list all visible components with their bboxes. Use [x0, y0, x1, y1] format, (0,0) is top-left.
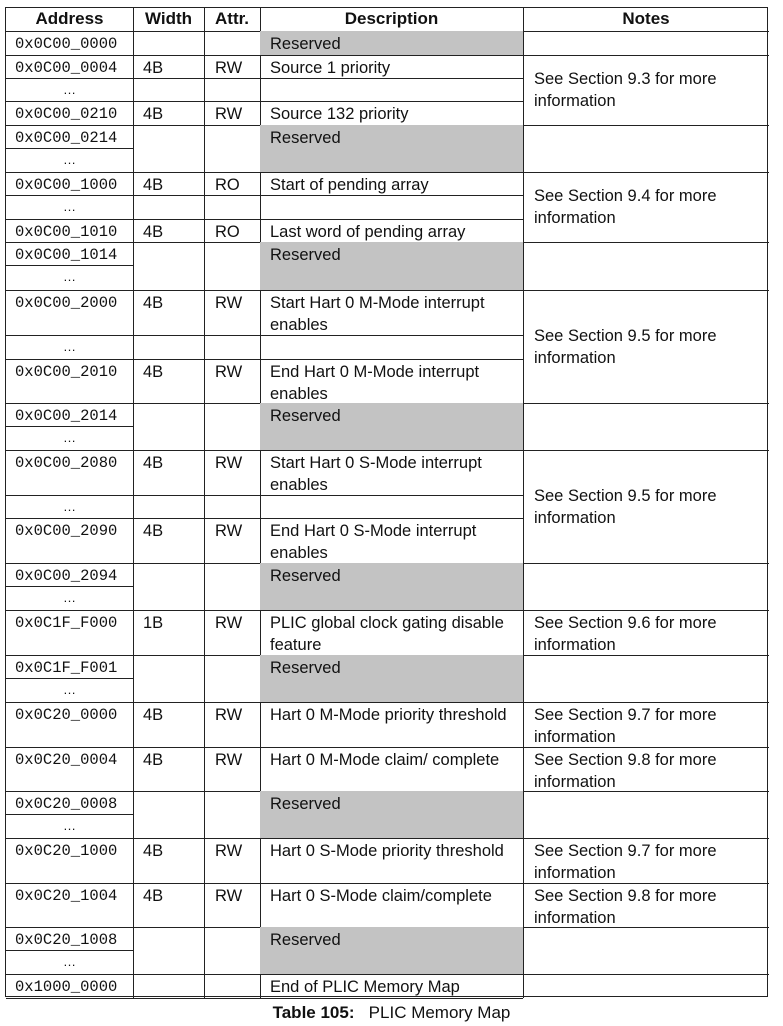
attr-cell: RW — [215, 887, 243, 905]
attr-cell-empty — [204, 78, 260, 101]
description-cell: Start Hart 0 M-Mode interrupt enables — [270, 294, 485, 334]
description-reserved: Reserved — [260, 125, 523, 172]
notes-cell-empty — [523, 242, 767, 290]
row-divider — [6, 678, 133, 679]
header-width: Width — [144, 9, 193, 28]
attr-cell: RW — [215, 842, 243, 860]
address-cell: 0x0C00_2000 — [15, 294, 118, 312]
address-cell: 0x0C20_1000 — [15, 842, 118, 860]
attr-cell — [204, 974, 260, 998]
address-ellipsis: … — [63, 152, 76, 167]
width-cell-empty — [133, 335, 204, 359]
description-reserved: Reserved — [260, 563, 523, 610]
width-cell — [133, 563, 204, 610]
notes-cell-empty — [523, 403, 767, 450]
description-cell-empty — [260, 78, 523, 101]
address-cell: 0x0C00_2080 — [15, 454, 118, 472]
attr-cell-empty — [204, 495, 260, 518]
header-notes: Notes — [622, 9, 670, 28]
attr-cell: RW — [215, 363, 243, 381]
description-reserved: Reserved — [260, 31, 523, 55]
width-cell: 4B — [143, 522, 164, 540]
attr-cell — [204, 655, 260, 702]
width-cell: 4B — [143, 294, 164, 312]
width-cell — [133, 242, 204, 290]
attr-cell: RO — [215, 176, 240, 194]
description-cell: Hart 0 M-Mode claim/ complete — [270, 751, 500, 769]
attr-cell: RW — [215, 751, 243, 769]
attr-cell: RW — [215, 294, 243, 312]
width-cell — [133, 125, 204, 172]
description-reserved: Reserved — [260, 242, 523, 290]
address-cell: 0x0C00_2010 — [15, 363, 118, 381]
address-cell: 0x0C20_1008 — [15, 931, 118, 949]
address-ellipsis: … — [63, 682, 76, 697]
address-cell: 0x0C00_2014 — [15, 407, 118, 425]
notes-cell: See Section 9.6 for more information — [534, 614, 717, 654]
width-cell: 4B — [143, 706, 164, 724]
plic-memory-map-table — [5, 7, 768, 997]
description-cell-empty — [260, 495, 523, 518]
attr-cell: RW — [215, 105, 243, 123]
notes-cell: See Section 9.4 for more information — [534, 187, 717, 227]
notes-cell: See Section 9.3 for more information — [534, 70, 717, 110]
width-cell: 4B — [143, 363, 164, 381]
notes-cell-empty — [523, 125, 767, 172]
address-cell: 0x0C00_2094 — [15, 567, 118, 585]
address-ellipsis: … — [63, 199, 76, 214]
notes-cell: See Section 9.5 for more information — [534, 486, 717, 527]
width-cell: 4B — [143, 751, 164, 769]
address-ellipsis: … — [63, 818, 76, 833]
address-cell: 0x0C00_1000 — [15, 176, 118, 194]
width-cell — [133, 403, 204, 450]
attr-cell — [204, 791, 260, 838]
width-cell-empty — [133, 495, 204, 518]
description-cell-empty — [260, 195, 523, 219]
attr-cell — [204, 403, 260, 450]
width-cell — [133, 31, 204, 55]
address-ellipsis: … — [63, 430, 76, 445]
notes-cell-empty — [523, 927, 767, 974]
attr-cell: RW — [215, 454, 243, 472]
description-reserved: Reserved — [260, 403, 523, 450]
address-ellipsis: … — [63, 339, 76, 354]
width-cell: 4B — [143, 105, 164, 123]
description-reserved: Reserved — [260, 791, 523, 838]
width-cell: 4B — [143, 59, 164, 77]
address-ellipsis: … — [63, 269, 76, 284]
address-cell: 0x0C00_0000 — [15, 35, 118, 53]
notes-cell: See Section 9.7 for more information — [534, 842, 717, 882]
header-attr: Attr. — [215, 9, 249, 28]
width-cell: 4B — [143, 842, 164, 860]
description-cell: Hart 0 S-Mode priority threshold — [270, 842, 504, 860]
description-cell: End Hart 0 M-Mode interrupt enables — [270, 363, 480, 403]
notes-cell-empty — [523, 791, 767, 838]
description-cell: End Hart 0 S-Mode interrupt enables — [270, 522, 477, 562]
width-cell — [133, 655, 204, 702]
description-cell: Hart 0 M-Mode priority threshold — [270, 706, 507, 724]
address-cell: 0x0C00_0004 — [15, 59, 118, 77]
description-reserved: Reserved — [260, 927, 523, 974]
description-cell: PLIC global clock gating disable feature — [270, 614, 504, 654]
address-cell: 0x0C1F_F001 — [15, 659, 118, 677]
address-ellipsis: … — [63, 954, 76, 969]
header-description: Description — [344, 9, 439, 28]
notes-cell: See Section 9.5 for more information — [534, 326, 717, 367]
width-cell: 4B — [143, 454, 164, 472]
width-cell: 4B — [143, 176, 164, 194]
row-divider — [6, 586, 133, 587]
table-caption — [0, 1003, 783, 1023]
caption-label: Table 105: — [272, 1003, 355, 1022]
description-cell: Last word of pending array — [270, 223, 466, 241]
address-ellipsis: … — [63, 590, 76, 605]
address-cell: 0x1000_0000 — [15, 978, 118, 996]
address-cell: 0x0C1F_F000 — [15, 614, 118, 632]
notes-cell-empty — [523, 655, 767, 702]
address-cell: 0x0C20_0008 — [15, 795, 118, 813]
caption-title: PLIC Memory Map — [368, 1003, 511, 1022]
width-cell-empty — [133, 195, 204, 219]
row-divider — [6, 950, 133, 951]
notes-cell: See Section 9.7 for more information — [534, 706, 717, 746]
attr-cell: RW — [215, 522, 243, 540]
attr-cell-empty — [204, 195, 260, 219]
attr-cell — [204, 927, 260, 974]
row-divider — [6, 998, 523, 999]
width-cell — [133, 974, 204, 998]
description-cell-empty — [260, 335, 523, 359]
header-address: Address — [35, 9, 104, 28]
notes-cell-empty — [523, 974, 767, 998]
attr-cell — [204, 563, 260, 610]
address-cell: 0x0C20_1004 — [15, 887, 118, 905]
address-cell: 0x0C00_2090 — [15, 522, 118, 540]
description-cell: Source 1 priority — [270, 59, 391, 77]
notes-cell: See Section 9.8 for more information — [534, 887, 717, 927]
description-cell: Start Hart 0 S-Mode interrupt enables — [270, 454, 482, 494]
attr-cell: RO — [215, 223, 240, 241]
address-ellipsis: … — [63, 82, 76, 97]
address-ellipsis: … — [63, 499, 76, 514]
description-cell: End of PLIC Memory Map — [270, 978, 460, 996]
attr-cell — [204, 31, 260, 55]
width-cell — [133, 791, 204, 838]
address-cell: 0x0C00_1014 — [15, 246, 118, 264]
width-cell: 1B — [143, 614, 164, 632]
address-cell: 0x0C20_0000 — [15, 706, 118, 724]
notes-cell: See Section 9.8 for more information — [534, 751, 717, 791]
row-divider — [6, 148, 133, 149]
description-reserved: Reserved — [260, 655, 523, 702]
attr-cell — [204, 242, 260, 290]
description-cell: Source 132 priority — [270, 105, 409, 123]
attr-cell: RW — [215, 706, 243, 724]
width-cell — [133, 927, 204, 974]
attr-cell: RW — [215, 614, 243, 632]
width-cell: 4B — [143, 887, 164, 905]
row-divider — [6, 814, 133, 815]
description-cell: Hart 0 S-Mode claim/complete — [270, 887, 492, 905]
description-cell: Start of pending array — [270, 176, 429, 194]
notes-cell-empty — [523, 31, 767, 55]
width-cell-empty — [133, 78, 204, 101]
attr-cell: RW — [215, 59, 243, 77]
row-divider — [6, 426, 133, 427]
attr-cell — [204, 125, 260, 172]
address-cell: 0x0C20_0004 — [15, 751, 118, 769]
row-divider — [6, 265, 133, 266]
notes-cell-empty — [523, 563, 767, 610]
attr-cell-empty — [204, 335, 260, 359]
address-cell: 0x0C00_0214 — [15, 129, 118, 147]
address-cell: 0x0C00_1010 — [15, 223, 118, 241]
address-cell: 0x0C00_0210 — [15, 105, 118, 123]
width-cell: 4B — [143, 223, 164, 241]
